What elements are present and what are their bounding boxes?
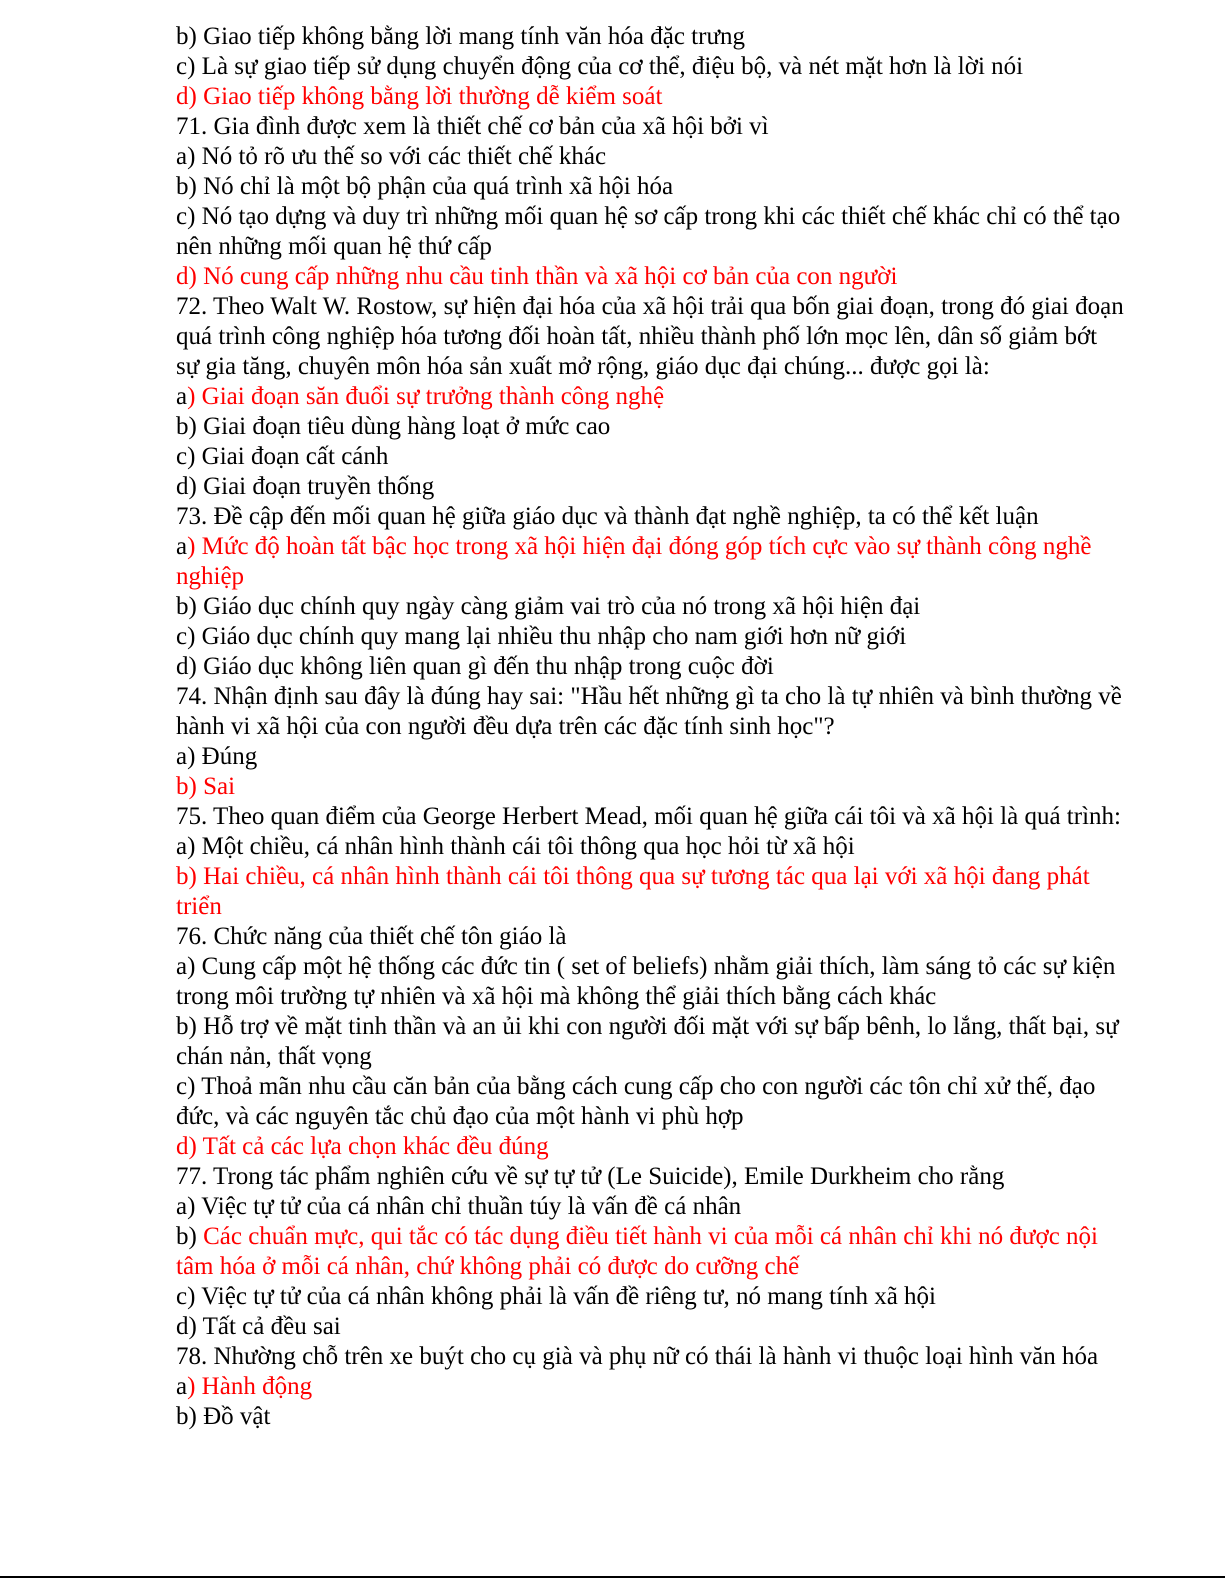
option-letter: a	[176, 383, 188, 410]
text-line	[176, 622, 1126, 652]
text-line	[176, 862, 1126, 922]
text-line	[176, 82, 1126, 112]
text-line	[176, 772, 1126, 802]
line-text: a) Việc tự tử của cá nhân chỉ thuần túy là vấn đề cá nhân	[176, 1193, 742, 1220]
text-line	[176, 442, 1126, 472]
answer-text: ) Giai đoạn săn đuổi sự trưởng thành công nghệ	[187, 383, 665, 410]
text-line	[176, 1072, 1126, 1132]
answer-text: Các chuẩn mực, qui tắc có tác dụng điều tiết hành vi của mỗi cá nhân chỉ khi nó được nội tâm hóa ở mỗi cá nhân, chứ không phải có được do cưỡng chế	[176, 1223, 1098, 1280]
line-text: 74. Nhận định sau đây là đúng hay sai: "Hầu hết những gì ta cho là tự nhiên và bình thường về hành vi xã hội của con người đều dựa trên các đặc tính sinh học"?	[176, 683, 1122, 740]
text-line	[176, 292, 1126, 382]
line-text: c) Thoả mãn nhu cầu căn bản của bằng cách cung cấp cho con người các tôn chỉ xử thế, đạo đức, và các nguyên tắc chủ đạo của một hành vi phù hợp	[176, 1073, 1096, 1130]
text-line	[176, 532, 1126, 592]
text-line	[176, 952, 1126, 1012]
line-text: 77. Trong tác phẩm nghiên cứu về sự tự tử (Le Suicide), Emile Durkheim cho rằng	[176, 1163, 1005, 1190]
text-line	[176, 1192, 1126, 1222]
option-letter: a	[176, 1373, 188, 1400]
answer-text: b) Sai	[176, 773, 236, 800]
line-text: d) Tất cả đều sai	[176, 1313, 341, 1340]
text-line	[176, 1372, 1126, 1402]
answer-text: d) Nó cung cấp những nhu cầu tinh thần và xã hội cơ bản của con người	[176, 263, 898, 290]
answer-text: d) Tất cả các lựa chọn khác đều đúng	[176, 1133, 549, 1160]
line-text: a) Đúng	[176, 743, 258, 770]
option-letter: b)	[176, 1223, 204, 1250]
line-text: b) Đồ vật	[176, 1403, 271, 1430]
answer-text: ) Hành động	[187, 1373, 313, 1400]
text-line	[176, 1342, 1126, 1372]
line-text: c) Giai đoạn cất cánh	[176, 443, 389, 470]
line-text: b) Hỗ trợ về mặt tinh thần và an ủi khi con người đối mặt với sự bấp bênh, lo lắng, thất bại, sự chán nản, thất vọng	[176, 1013, 1119, 1070]
text-line	[176, 832, 1126, 862]
text-line	[176, 202, 1126, 262]
answer-text: b) Hai chiều, cá nhân hình thành cái tôi thông qua sự tương tác qua lại với xã hội đang phát triển	[176, 863, 1090, 920]
line-text: 76. Chức năng của thiết chế tôn giáo là	[176, 923, 567, 950]
line-text: c) Giáo dục chính quy mang lại nhiều thu nhập cho nam giới hơn nữ giới	[176, 623, 907, 650]
line-text: d) Giáo dục không liên quan gì đến thu nhập trong cuộc đời	[176, 653, 774, 680]
line-text: c) Là sự giao tiếp sử dụng chuyển động của cơ thể, điệu bộ, và nét mặt hơn là lời nói	[176, 53, 1024, 80]
document-body	[176, 22, 1126, 1432]
text-line	[176, 172, 1126, 202]
line-text: b) Nó chỉ là một bộ phận của quá trình xã hội hóa	[176, 173, 674, 200]
text-line	[176, 1132, 1126, 1162]
text-line	[176, 142, 1126, 172]
text-line	[176, 262, 1126, 292]
line-text: b) Giao tiếp không bằng lời mang tính văn hóa đặc trưng	[176, 23, 746, 50]
text-line	[176, 1162, 1126, 1192]
page-bottom-rule	[0, 1576, 1225, 1578]
text-line	[176, 502, 1126, 532]
text-line	[176, 112, 1126, 142]
line-text: c) Nó tạo dựng và duy trì những mối quan hệ sơ cấp trong khi các thiết chế khác chỉ có thể tạo nên những mối quan hệ thứ cấp	[176, 203, 1121, 260]
text-line	[176, 922, 1126, 952]
text-line	[176, 742, 1126, 772]
text-line	[176, 52, 1126, 82]
line-text: d) Giai đoạn truyền thống	[176, 473, 435, 500]
line-text: 73. Đề cập đến mối quan hệ giữa giáo dục và thành đạt nghề nghiệp, ta có thể kết luận	[176, 503, 1039, 530]
text-line	[176, 682, 1126, 742]
line-text: a) Nó tỏ rõ ưu thế so với các thiết chế khác	[176, 143, 607, 170]
line-text: 72. Theo Walt W. Rostow, sự hiện đại hóa của xã hội trải qua bốn giai đoạn, trong đó giai đoạn quá trình công nghiệp hóa tương đối hoàn tất, nhiều thành phố lớn mọc lên, dân số giảm bớt sự gia tăng, chuyên môn hóa sản xuất mở rộng, giáo dục đại chúng... được gọi là:	[176, 293, 1124, 380]
text-line	[176, 1282, 1126, 1312]
text-line	[176, 1012, 1126, 1072]
line-text: 71. Gia đình được xem là thiết chế cơ bản của xã hội bởi vì	[176, 113, 769, 140]
line-text: 75. Theo quan điểm của George Herbert Mead, mối quan hệ giữa cái tôi và xã hội là quá trình:	[176, 803, 1121, 830]
text-line	[176, 412, 1126, 442]
answer-text: d) Giao tiếp không bằng lời thường dễ kiểm soát	[176, 83, 663, 110]
text-line	[176, 382, 1126, 412]
text-line	[176, 652, 1126, 682]
text-line	[176, 1312, 1126, 1342]
text-line	[176, 1222, 1126, 1282]
answer-text: ) Mức độ hoàn tất bậc học trong xã hội hiện đại đóng góp tích cực vào sự thành công nghề nghiệp	[176, 533, 1092, 590]
text-line	[176, 472, 1126, 502]
line-text: a) Cung cấp một hệ thống các đức tin ( set of beliefs) nhằm giải thích, làm sáng tỏ các sự kiện trong môi trường tự nhiên và xã hội mà không thể giải thích bằng cách khác	[176, 953, 1116, 1010]
text-line	[176, 1402, 1126, 1432]
line-text: c) Việc tự tử của cá nhân không phải là vấn đề riêng tư, nó mang tính xã hội	[176, 1283, 936, 1310]
line-text: b) Giai đoạn tiêu dùng hàng loạt ở mức cao	[176, 413, 611, 440]
text-line	[176, 802, 1126, 832]
line-text: a) Một chiều, cá nhân hình thành cái tôi thông qua học hỏi từ xã hội	[176, 833, 855, 860]
text-line	[176, 22, 1126, 52]
option-letter: a	[176, 533, 188, 560]
line-text: 78. Nhường chỗ trên xe buýt cho cụ già và phụ nữ có thái là hành vi thuộc loại hình văn hóa	[176, 1343, 1099, 1370]
text-line	[176, 592, 1126, 622]
line-text: b) Giáo dục chính quy ngày càng giảm vai trò của nó trong xã hội hiện đại	[176, 593, 921, 620]
